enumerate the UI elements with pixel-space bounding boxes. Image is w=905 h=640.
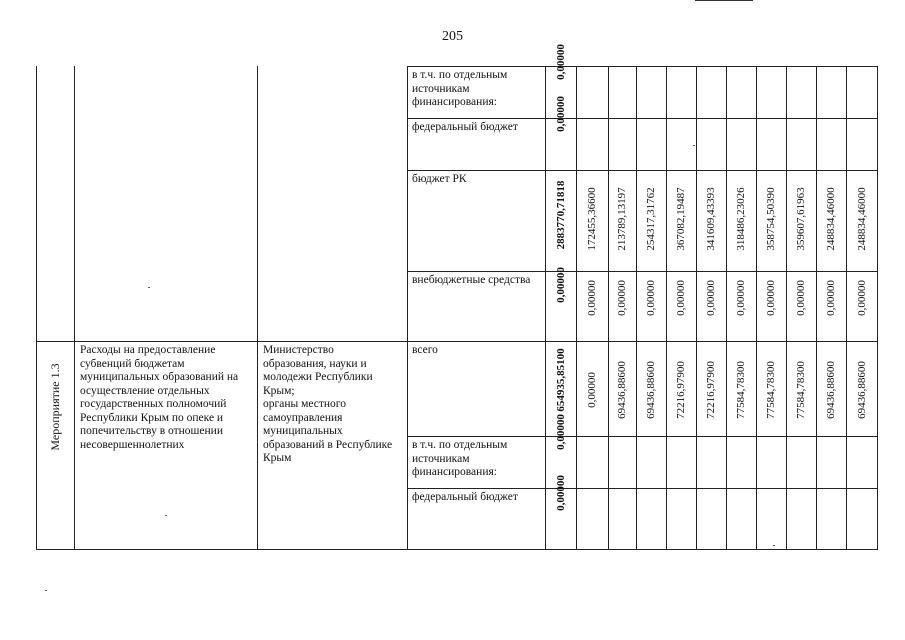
year-value: 77584,78300 [795, 361, 807, 419]
year-value: 69436,88600 [825, 361, 837, 419]
row-border [407, 118, 878, 119]
measure-id: Мероприятие 1.3 [48, 363, 62, 451]
row-source: в т.ч. по отдельным источникам финансирования: [412, 439, 508, 478]
top-rule [695, 0, 753, 1]
column-border [636, 66, 637, 549]
row-border [407, 271, 878, 272]
year-value: 172455,36600 [586, 187, 598, 251]
year-value: 0,00000 [675, 280, 687, 316]
scan-speck [45, 590, 47, 591]
column-border [816, 66, 817, 549]
column-border [608, 66, 609, 549]
year-value: 213789,13197 [616, 187, 628, 251]
year-value: 69436,88600 [616, 361, 628, 419]
year-value: 69436,88600 [855, 361, 868, 419]
row-total: 0,00000 [554, 44, 567, 80]
column-border [786, 66, 787, 549]
year-value: 254317,31762 [645, 187, 657, 251]
year-value: 0,00000 [616, 280, 628, 316]
year-value: 0,00000 [645, 280, 657, 316]
year-value: 248834,46000 [855, 187, 868, 251]
column-border [576, 66, 577, 549]
column-border [74, 66, 75, 549]
row-total: 0,00000 [554, 414, 567, 450]
column-border [666, 66, 667, 549]
row-border [407, 436, 878, 437]
row-border [36, 341, 878, 342]
scan-speck [693, 145, 695, 146]
row-source: федеральный бюджет [412, 121, 518, 133]
column-border [257, 66, 258, 549]
measure-executor: Министерство образования, науки и молодежи Республики Крым; органы местного самоуправления муниципальных образований в Республике Крым [263, 344, 393, 464]
year-value: 359607,61963 [795, 187, 807, 251]
measure-description: Расходы на предоставление субвенций бюджетам муниципальных образований на осуществление отдельных государственных полномочий Республики Крым по опеке и попечительству в отношении несовершеннолетних [80, 344, 239, 451]
scan-speck [148, 287, 150, 288]
scan-speck [773, 545, 775, 546]
year-value: 0,00000 [586, 372, 598, 408]
row-source: бюджет РК [412, 173, 467, 185]
year-value: 0,00000 [765, 280, 777, 316]
year-value: 0,00000 [735, 280, 747, 316]
column-border [545, 66, 546, 549]
row-border [36, 549, 878, 550]
year-value: 0,00000 [586, 280, 598, 316]
year-value: 318486,23026 [735, 187, 747, 251]
row-source: внебюджетные средства [412, 274, 531, 286]
year-value: 341609,43393 [705, 187, 717, 251]
row-border [407, 66, 878, 67]
column-border [846, 66, 847, 549]
column-border [696, 66, 697, 549]
row-border [407, 170, 878, 171]
year-value: 367082,19487 [675, 187, 687, 251]
year-value: 77584,78300 [735, 361, 747, 419]
row-source: в т.ч. по отдельным источникам финансирования: [412, 69, 508, 108]
column-border [877, 66, 878, 549]
row-border [407, 488, 878, 489]
column-border [756, 66, 757, 549]
row-source: федеральный бюджет [412, 491, 518, 503]
column-border [407, 66, 408, 549]
year-value: 77584,78300 [765, 361, 777, 419]
year-value: 358754,50390 [765, 187, 777, 251]
year-value: 0,00000 [795, 280, 807, 316]
column-border [36, 66, 37, 549]
row-total: 654935,85100 [554, 348, 567, 412]
year-value: 0,00000 [825, 280, 837, 316]
row-total: 0,00000 [554, 96, 567, 132]
year-value: 0,00000 [705, 280, 717, 316]
row-total: 0,00000 [554, 475, 567, 511]
year-value: 0,00000 [855, 280, 868, 316]
row-total: 0,00000 [554, 267, 567, 303]
column-border [726, 66, 727, 549]
year-value: 69436,88600 [645, 361, 657, 419]
year-value: 72216,97900 [675, 361, 687, 419]
scan-speck [165, 515, 167, 516]
row-total: 2883770,71818 [554, 180, 567, 250]
row-source: всего [412, 344, 438, 356]
page-number: 205 [442, 29, 463, 44]
year-value: 72216,97900 [705, 361, 717, 419]
year-value: 248834,46000 [825, 187, 837, 251]
